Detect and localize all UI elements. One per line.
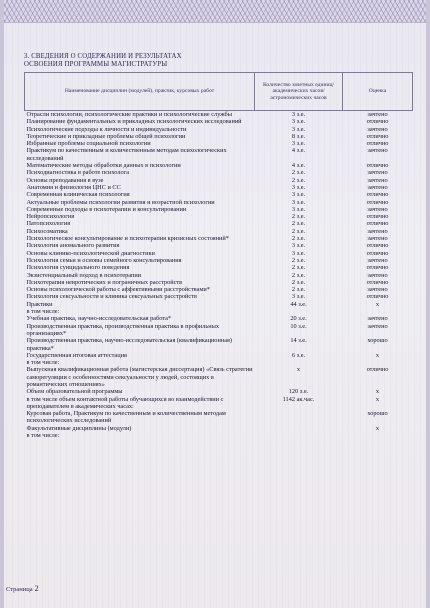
page-number: 2 bbox=[34, 584, 39, 593]
discipline-name: Практикум по качественным и количественным методам психологических исследований bbox=[26, 147, 227, 162]
table-row bbox=[25, 410, 413, 425]
grade-value: зачтено bbox=[367, 315, 388, 323]
credits-value bbox=[255, 425, 343, 432]
discipline-name: Избранные проблемы социальной психологии bbox=[26, 140, 151, 148]
grade-value: зачтено bbox=[367, 227, 388, 235]
credits-value: 2 з.е. bbox=[291, 278, 306, 286]
credits-value: 3 з.е. bbox=[291, 125, 306, 133]
discipline-name: Психотерапия невротических и пограничных расстройств bbox=[26, 278, 183, 286]
table-row bbox=[25, 388, 413, 395]
discipline-name: Практики bbox=[26, 300, 53, 308]
results-table bbox=[24, 72, 413, 439]
table-row bbox=[25, 147, 413, 162]
grade-value bbox=[343, 432, 413, 439]
table-row bbox=[25, 126, 413, 133]
discipline-name: Государственная итоговая аттестация bbox=[26, 351, 127, 359]
credits-value: 4 з.е. bbox=[291, 147, 306, 155]
page-edge-right bbox=[426, 0, 430, 608]
discipline-name: Основы клинико-психологической диагностики bbox=[26, 249, 155, 257]
credits-value: 1142 ак.час. bbox=[282, 395, 315, 403]
discipline-name: Планирование фундаментальных и прикладных психологических исследований bbox=[26, 118, 242, 126]
credits-value: 2 з.е. bbox=[291, 169, 306, 177]
grade-value: отлично bbox=[366, 242, 389, 250]
table-row bbox=[25, 286, 413, 293]
grade-value: x bbox=[375, 351, 380, 359]
section-heading-line-1: 3. СВЕДЕНИЯ О СОДЕРЖАНИИ И РЕЗУЛЬТАТАХ bbox=[24, 53, 182, 60]
credits-value: 3 з.е. bbox=[291, 111, 306, 118]
table-row bbox=[25, 177, 413, 184]
grade-value: зачтено bbox=[367, 271, 388, 279]
credits-value: 2 з.е. bbox=[291, 235, 306, 243]
grade-value: x bbox=[375, 395, 380, 403]
grade-value: зачтено bbox=[367, 183, 388, 191]
table-row bbox=[25, 184, 413, 191]
discipline-name: Производственная практика, производственная практика в профильных организациях* bbox=[26, 322, 219, 337]
discipline-name: Психологическое консультирование и психотерапия кризисных состояний* bbox=[26, 235, 229, 243]
table-row bbox=[25, 162, 413, 169]
table-row bbox=[25, 396, 413, 411]
table-row bbox=[25, 366, 413, 388]
table-row bbox=[25, 111, 413, 119]
grade-value: зачтено bbox=[367, 169, 388, 177]
grade-value: отлично bbox=[366, 278, 389, 286]
table-row bbox=[25, 191, 413, 198]
page-edge-left bbox=[0, 0, 4, 608]
credits-value: 2 з.е. bbox=[291, 176, 306, 184]
discipline-name: Математические методы обработки данных в психологии bbox=[26, 162, 181, 170]
grade-value: зачтено bbox=[367, 286, 388, 294]
table-row bbox=[25, 432, 413, 439]
credits-value: 3 з.е. bbox=[291, 140, 306, 148]
credits-value: 3 з.е. bbox=[291, 118, 306, 126]
table-row bbox=[25, 293, 413, 300]
credits-value: 2 з.е. bbox=[291, 256, 306, 264]
credits-value: 8 з.е. bbox=[291, 132, 306, 140]
discipline-name: Психология суицидального поведения bbox=[26, 264, 130, 272]
credits-value: 2 з.е. bbox=[291, 264, 306, 272]
table-row bbox=[25, 257, 413, 264]
discipline-name: в том числе: bbox=[26, 308, 60, 316]
credits-value: 3 з.е. bbox=[291, 293, 306, 301]
discipline-name: Теоретические и прикладные проблемы общей психологии bbox=[26, 132, 186, 140]
grade-value: отлично bbox=[366, 191, 389, 199]
discipline-name: Психосоматика bbox=[26, 227, 68, 235]
grade-value: отлично bbox=[366, 366, 389, 374]
grade-value: зачтено bbox=[367, 125, 388, 133]
discipline-name: Нейропсихология bbox=[26, 213, 75, 221]
grade-value: x bbox=[375, 424, 380, 432]
grade-value: зачтено bbox=[367, 111, 388, 118]
discipline-name: Производственная практика, научно-исследовательская (квалификационная) практика* bbox=[26, 337, 232, 352]
grade-value: хорошо bbox=[367, 410, 388, 418]
discipline-name: Современные подходы в психотерапии и консультировании bbox=[26, 205, 187, 213]
credits-value: x bbox=[296, 366, 301, 374]
grade-value: отлично bbox=[366, 162, 389, 170]
discipline-name: Анатомия и физиология ЦНС и СС bbox=[26, 183, 121, 191]
table-row bbox=[25, 235, 413, 242]
discipline-name: Основы психологической работы с аффективными расстройствами* bbox=[26, 286, 210, 294]
credits-value: 3 з.е. bbox=[291, 249, 306, 257]
grade-value: отлично bbox=[366, 118, 389, 126]
grade-value: отлично bbox=[366, 140, 389, 148]
credits-value: 2 з.е. bbox=[291, 213, 306, 221]
discipline-name: Объем образовательной программы bbox=[26, 388, 123, 396]
grade-value: зачтено bbox=[367, 205, 388, 213]
grade-value: отлично bbox=[366, 264, 389, 272]
credits-value: 14 з.е. bbox=[290, 337, 307, 345]
discipline-name: Основы преподавания в вузе bbox=[26, 176, 104, 184]
table-row bbox=[25, 323, 413, 338]
discipline-name: в том числе объем контактной работы обучающихся во взаимодействии с преподавателем в академических часах: bbox=[26, 395, 224, 410]
credits-value: 3 з.е. bbox=[291, 198, 306, 206]
table-row bbox=[25, 169, 413, 176]
credits-value: 3 з.е. bbox=[291, 191, 306, 199]
discipline-name: Экзистенциальный подход в психотерапии bbox=[26, 271, 142, 279]
grade-value: зачтено bbox=[367, 147, 388, 155]
discipline-name: Психология аномального развития bbox=[26, 242, 120, 250]
table-row bbox=[25, 213, 413, 220]
credits-value: 3 з.е. bbox=[291, 242, 306, 250]
grade-value: зачтено bbox=[367, 235, 388, 243]
grade-value: зачтено bbox=[367, 176, 388, 184]
page-footer bbox=[6, 584, 39, 593]
table-row bbox=[25, 140, 413, 147]
credits-value: 2 з.е. bbox=[291, 220, 306, 228]
discipline-name: Психодиагностика в работе психолога bbox=[26, 169, 130, 177]
table-header-row bbox=[25, 73, 413, 111]
grade-value: зачтено bbox=[367, 256, 388, 264]
grade-value: отлично bbox=[366, 293, 389, 301]
table-row bbox=[25, 308, 413, 315]
grade-value: отлично bbox=[366, 198, 389, 206]
discipline-name: в том числе: bbox=[26, 359, 60, 367]
grade-value: x bbox=[375, 388, 380, 396]
table-row bbox=[25, 228, 413, 235]
grade-value: хорошо bbox=[367, 337, 388, 345]
grade-value: отлично bbox=[366, 213, 389, 221]
table-row bbox=[25, 118, 413, 125]
credits-value: 120 з.е. bbox=[288, 388, 309, 396]
discipline-name: Современная клиническая психология bbox=[26, 191, 130, 199]
header-grade: Оценка bbox=[343, 73, 413, 111]
page-label: Страница bbox=[6, 586, 33, 593]
credits-value: 3 з.е. bbox=[291, 205, 306, 213]
grade-value bbox=[343, 308, 413, 315]
table-row bbox=[25, 199, 413, 206]
guilloche-border bbox=[0, 0, 430, 23]
credits-value bbox=[255, 432, 343, 439]
grade-value: отлично bbox=[366, 249, 389, 257]
header-credits: Количество зачетных единиц/академических часов/астрономических часов bbox=[255, 73, 343, 111]
section-heading-line-2: ОСВОЕНИЯ ПРОГРАММЫ МАГИСТРАТУРЫ bbox=[24, 61, 168, 68]
credits-value bbox=[255, 359, 343, 366]
grade-value: отлично bbox=[366, 132, 389, 140]
table-row bbox=[25, 352, 413, 359]
header-discipline: Наименование дисциплин (модулей), практик, курсовых работ bbox=[25, 73, 255, 111]
credits-value: 10 з.е. bbox=[290, 322, 307, 330]
discipline-name: Учебная практика, научно-исследовательская работа* bbox=[26, 315, 172, 323]
table-row bbox=[25, 359, 413, 366]
discipline-name: Факультативные дисциплины (модули) bbox=[26, 424, 132, 432]
credits-value: 4 з.е. bbox=[291, 162, 306, 170]
table-row bbox=[25, 250, 413, 257]
credits-value: 2 з.е. bbox=[291, 271, 306, 279]
grade-value: зачтено bbox=[367, 322, 388, 330]
table-row bbox=[25, 425, 413, 432]
discipline-name: Актуальные проблемы психологии развития и возрастной психологии bbox=[26, 198, 215, 206]
credits-value: 2 з.е. bbox=[291, 286, 306, 294]
credits-value: 6 з.е. bbox=[291, 351, 306, 359]
discipline-name: Отрасли психологии, психологические практики и психологические службы bbox=[26, 111, 232, 118]
discipline-name: Психология семьи и основы семейного консультирования bbox=[26, 256, 182, 264]
table-row bbox=[25, 279, 413, 286]
table-row bbox=[25, 133, 413, 140]
section-heading bbox=[24, 53, 404, 69]
table-row bbox=[25, 315, 413, 322]
credits-value: 3 з.е. bbox=[291, 183, 306, 191]
table-row bbox=[25, 272, 413, 279]
table-row bbox=[25, 337, 413, 352]
table-row bbox=[25, 242, 413, 249]
credits-value: 20 з.е. bbox=[290, 315, 307, 323]
credits-value: 44 з.е. bbox=[290, 300, 307, 308]
grade-value bbox=[343, 359, 413, 366]
table-row bbox=[25, 220, 413, 227]
table-row bbox=[25, 301, 413, 308]
discipline-name: Психология сексуальности и клиника сексуальных расстройств bbox=[26, 293, 197, 301]
table-row bbox=[25, 264, 413, 271]
discipline-name: Выпускная квалификационная работа (магистерская диссертация) «Связь стратегии саморегуляции с особенностями сексуальности у людей, состоящих в романтических отношениях» bbox=[26, 366, 253, 388]
credits-value: 2 з.е. bbox=[291, 227, 306, 235]
grade-value: x bbox=[375, 300, 380, 308]
discipline-name: Патопсихология bbox=[26, 220, 71, 228]
table-row bbox=[25, 206, 413, 213]
credits-value bbox=[255, 410, 343, 425]
discipline-name: Курсовая работа, Практикум по качественным и количественным методам психологических исследований bbox=[26, 410, 226, 425]
credits-value bbox=[255, 308, 343, 315]
grade-value: отлично bbox=[366, 220, 389, 228]
discipline-name: в том числе: bbox=[26, 432, 60, 440]
discipline-name: Психологические подходы к личности и индивидуальности bbox=[26, 125, 187, 133]
